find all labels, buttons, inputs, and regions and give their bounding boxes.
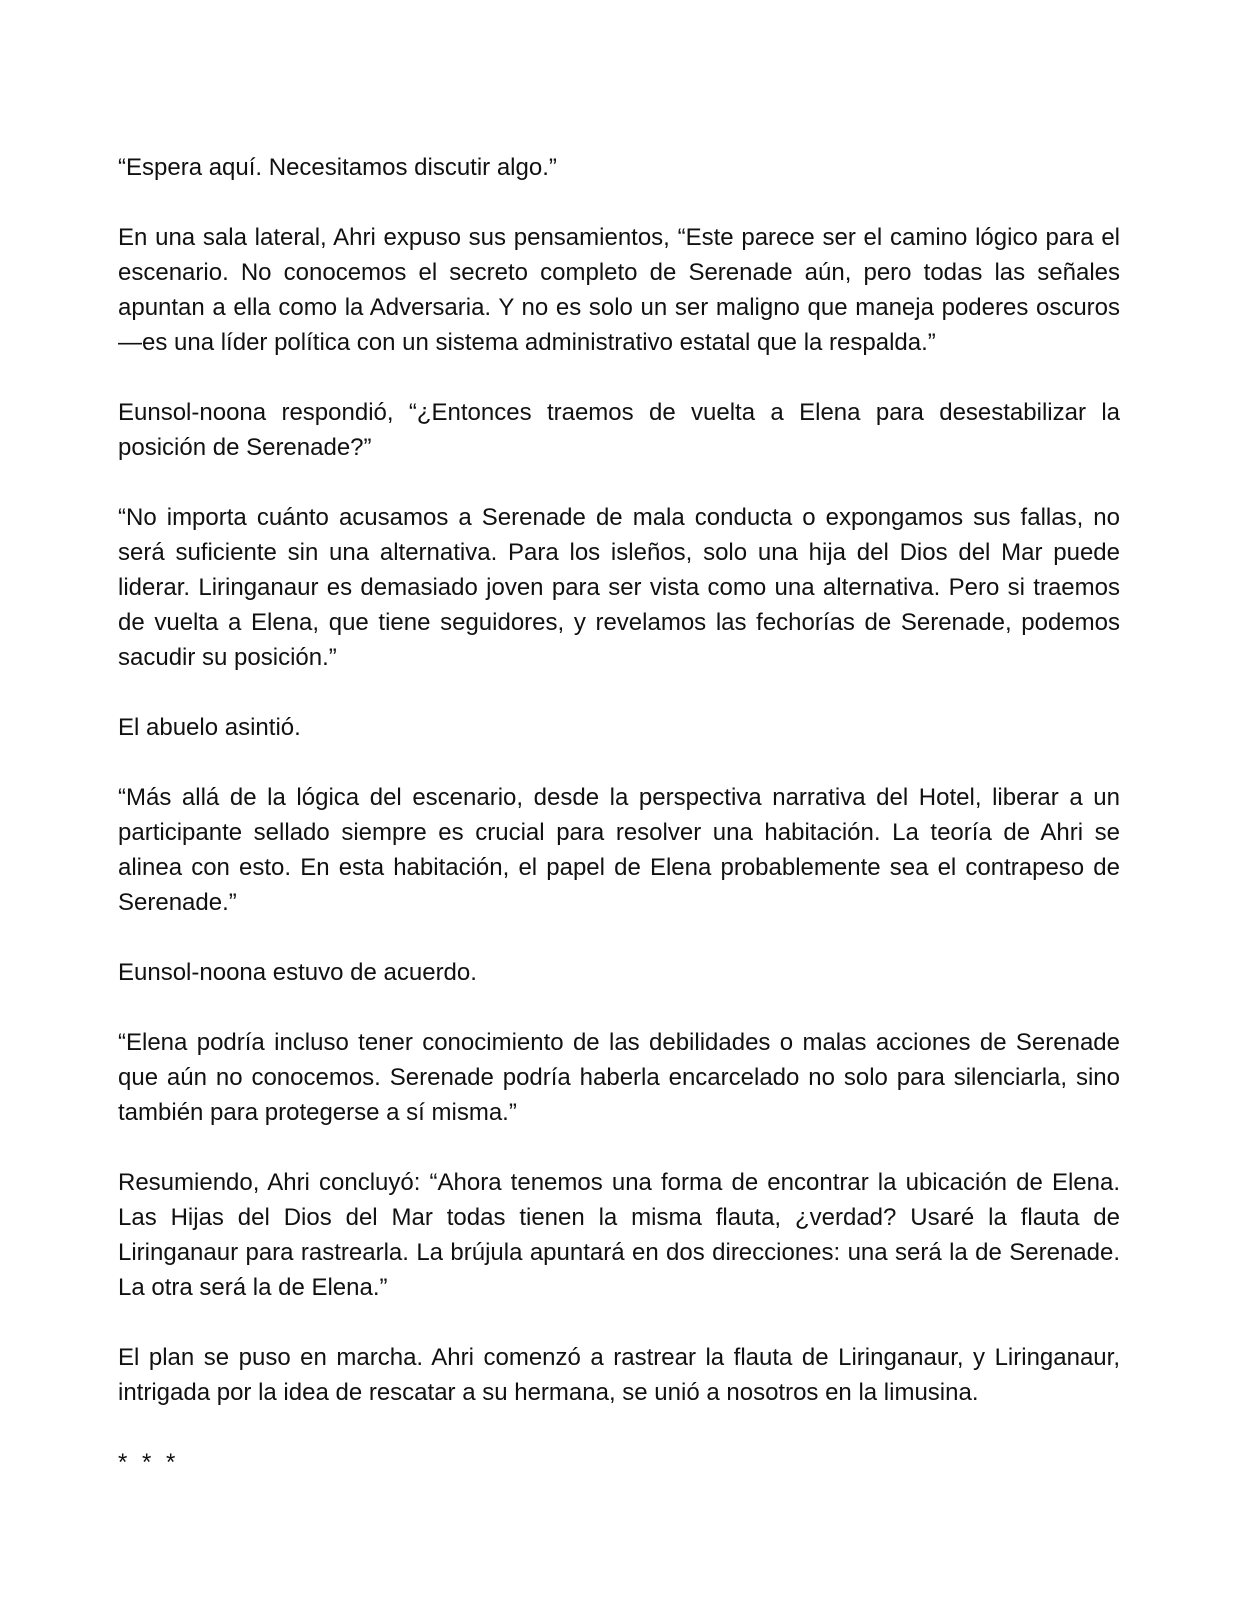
paragraph-dialogue-wait: “Espera aquí. Necesitamos discutir algo.” [118,154,557,181]
paragraph-grandfather-nod: El abuelo asintió. [118,714,301,741]
paragraph-alternative: “No importa cuánto acusamos a Serenade de mala conducta o expongamos sus fallas, no será suficiente sin una alternativa. Para los isleños, solo una hija del Dios del Mar puede liderar. Liringanaur es demasiado joven para ser vista como una alternativa. Pero si traemos de vuelta a Elena, que tiene seguidores, y revelamos las fechorías de Serenade, podemos sacudir su posición.” [118,504,1120,671]
paragraph-hotel-logic: “Más allá de la lógica del escenario, desde la perspectiva narrativa del Hotel, liberar a un participante sellado siempre es crucial para resolver una habitación. La teoría de Ahri se alinea con esto. En esta habitación, el papel de Elena probablemente sea el contrapeso de Serenade.” [118,784,1120,916]
paragraph-plan-start: El plan se puso en marcha. Ahri comenzó a rastrear la flauta de Liringanaur, y Liringanaur, intrigada por la idea de rescatar a su hermana, se unió a nosotros en la limusina. [118,1344,1120,1406]
scene-break: * * * [118,1449,180,1476]
document-body [118,150,1120,1480]
paragraph-ahri-thoughts: En una sala lateral, Ahri expuso sus pensamientos, “Este parece ser el camino lógico para el escenario. No conocemos el secreto completo de Serenade aún, pero todas las señales apuntan a ella como la Adversaria. Y no es solo un ser maligno que maneja poderes oscuros—es una líder política con un sistema administrativo estatal que la respalda.” [118,224,1120,356]
paragraph-elena-knowledge: “Elena podría incluso tener conocimiento de las debilidades o malas acciones de Serenade que aún no conocemos. Serenade podría haberla encarcelado no solo para silenciarla, sino también para protegerse a sí misma.” [118,1029,1120,1126]
paragraph-ahri-conclusion: Resumiendo, Ahri concluyó: “Ahora tenemos una forma de encontrar la ubicación de Elena. Las Hijas del Dios del Mar todas tienen la misma flauta, ¿verdad? Usaré la flauta de Liringanaur para rastrearla. La brújula apuntará en dos direcciones: una será la de Serenade. La otra será la de Elena.” [118,1169,1120,1301]
paragraph-eunsol-agree: Eunsol-noona estuvo de acuerdo. [118,959,477,986]
paragraph-eunsol-reply: Eunsol-noona respondió, “¿Entonces traemos de vuelta a Elena para desestabilizar la posición de Serenade?” [118,399,1120,461]
